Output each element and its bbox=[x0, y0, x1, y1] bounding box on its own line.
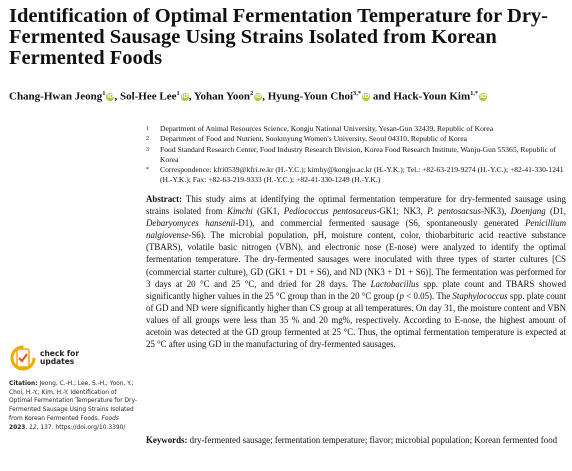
author-affil-sup: 3,* bbox=[353, 90, 362, 97]
abstract-segment: Lactobacillus bbox=[370, 278, 419, 289]
abstract-segment: P. pentosacsus bbox=[427, 206, 481, 217]
abstract-segment: -D1), and commercial fermented sausage (S6, spontaneously generated bbox=[235, 218, 526, 229]
check-for-updates-button[interactable] bbox=[10, 341, 110, 375]
check-updates-line2: updates bbox=[40, 357, 75, 366]
check-updates-line1: check for bbox=[40, 348, 80, 358]
abstract-segment: -S6). The microbial population, pH, moisture content, color, thiobarbituric acid reactive substance (TBARS), volatile basic nitrogen (VBN), and electronic nose (E-nose) were analyzed to identify the optimal fermentation temperature. The dry-fermented sausages were inoculated with three types of starter cultures [CS (commercial starter culture), GD (GK1 + D1 + S6), and ND (NK3 + D1 + S6)]. The fermentation was performed for 3 days at 20 °C and 25 °C, and dried for 28 days. The bbox=[146, 230, 566, 289]
citation-segment: 12 bbox=[29, 424, 37, 431]
check-updates-label bbox=[40, 350, 79, 367]
affiliation-mark: 3 bbox=[146, 146, 149, 153]
affiliation-mark: 1 bbox=[146, 126, 149, 132]
abstract-segment: Doenjang bbox=[510, 206, 546, 217]
affiliations bbox=[146, 124, 566, 186]
keywords-text: dry-fermented sausage; fermentation temperature; flavor; microbial population; Korean fermented food bbox=[187, 435, 558, 445]
abstract-segment: (D1, bbox=[545, 206, 567, 217]
abstract-segment: p bbox=[399, 290, 404, 301]
affiliation-text: Department of Food and Nutrient, Sookmyung Women's University, Seoul 04310, Republic of Korea bbox=[160, 134, 467, 144]
author-affil-sup: 2 bbox=[249, 90, 254, 97]
abstract-segment: (GK1, bbox=[252, 206, 284, 217]
abstract-body bbox=[146, 194, 566, 349]
abstract-segment: This study aims at identifying the optimal fermentation temperature for dry-fermented sausage using strains isolated from bbox=[146, 194, 566, 217]
abstract-label: Abstract: bbox=[146, 194, 182, 204]
abstract-segment: < 0.05). The bbox=[403, 290, 453, 301]
abstract-segment: -NK3), bbox=[480, 206, 511, 217]
affiliation-item bbox=[146, 145, 566, 166]
citation-segment: Jeong, C.-H.; Lee, S.-H.; Yoon, Y.; Choi, H.-Y.; Kim, H.-Y. Identification of Optimal Fermentation Temperature for Dry-Fermented Sausage Using Strains Isolated from Korean Fermented Foods. bbox=[9, 381, 137, 422]
affiliation-text: Department of Animal Resources Science, Kongju National University, Yesan-Gun 32439, Republic of Korea bbox=[160, 124, 494, 133]
abstract-segment: spp. plate count of GD and ND were significantly higher than CS group at all temperatures. On day 31, the moisture content and VBN values of all groups were less than 35 % and 20 mg%, respectively. According to E-nose, the highest amount of acetoin was detected at the GD group fermented at 25 °C. Thus, the optimal fermentation temperature is expected at 25 °C after using GD in the manufacturing of dry-fermented sausages. bbox=[146, 290, 566, 350]
affiliation-item bbox=[146, 134, 566, 144]
affiliation-text: Food Standard Research Center, Food Industry Research Division, Korea Food Research Institute, Wanju-Gun 55365, Republic of Korea bbox=[160, 144, 557, 164]
abstract bbox=[146, 193, 566, 350]
affiliation-mark: 2 bbox=[146, 136, 149, 143]
author-separator: , bbox=[262, 90, 268, 103]
author-affil-sup: 1 bbox=[176, 90, 180, 97]
affiliation-item bbox=[146, 124, 566, 134]
check-updates-icon bbox=[10, 345, 36, 371]
abstract-segment: Staphylococcus bbox=[452, 290, 508, 301]
author-separator: , bbox=[114, 90, 120, 103]
paper-title: Identification of Optimal Fermentation Temperature for Dry-Fermented Sausage Using Strains Isolated from Korean Fermented Foods bbox=[9, 5, 548, 69]
author-name[interactable]: Chang-Hwan Jeong bbox=[9, 90, 103, 103]
author-affil-sup: 1 bbox=[102, 90, 106, 97]
keywords-label: Keywords: bbox=[146, 435, 188, 445]
author-name[interactable]: Hyung-Youn Choi bbox=[267, 90, 354, 103]
abstract-segment: Debaryomyces hansenii bbox=[146, 218, 236, 229]
abstract-segment: Pediococcus pentosaceus bbox=[283, 206, 377, 217]
author-list bbox=[9, 90, 565, 103]
orcid-icon[interactable]: iD bbox=[181, 93, 188, 100]
orcid-icon[interactable]: iD bbox=[362, 93, 370, 100]
orcid-icon[interactable]: iD bbox=[107, 93, 114, 100]
abstract-segment: Kimchi bbox=[227, 206, 253, 217]
citation-block bbox=[9, 380, 137, 432]
abstract-segment: -GK1; NK3, bbox=[376, 206, 428, 217]
citation-segment: , bbox=[25, 424, 30, 431]
citation-segment: , 137. https://doi.org/10.3390/ bbox=[36, 424, 126, 431]
author-separator: and bbox=[370, 90, 394, 103]
author-name[interactable]: Hack-Youn Kim bbox=[393, 90, 471, 103]
orcid-icon[interactable]: iD bbox=[480, 93, 487, 100]
author-separator: , bbox=[188, 90, 194, 103]
orcid-icon[interactable]: iD bbox=[255, 93, 262, 100]
author-affil-sup: 1,* bbox=[470, 90, 479, 97]
author-name[interactable]: Yohan Yoon bbox=[193, 90, 250, 103]
citation-segment: Citation: bbox=[9, 381, 38, 387]
author-name[interactable]: Sol-Hee Lee bbox=[119, 90, 177, 103]
affiliation-mark: * bbox=[146, 167, 149, 174]
affiliation-item bbox=[146, 165, 566, 186]
abstract-segment: spp. plate count and TBARS showed significantly higher values in the 25 °C group than in the 20 °C group ( bbox=[146, 278, 567, 301]
keywords bbox=[146, 434, 566, 446]
citation-segment: 2023 bbox=[9, 424, 26, 431]
abstract-segment: Penicillium nalgiovense bbox=[146, 218, 566, 241]
affiliation-text: Correspondence: kfri0539@kfri.re.kr (H.-Y.C.); kimhy@kongju.ac.kr (H.-Y.K.); Tel.: +82-63-219-9274 (H.-Y.C.); +82-41-330-1241 (H.-Y.K.); Fax: +82-63-219-9333 (H.-Y.C.); +82-41-330-1249 (H.-Y.K.) bbox=[160, 165, 564, 185]
citation-segment: Foods bbox=[101, 415, 119, 422]
